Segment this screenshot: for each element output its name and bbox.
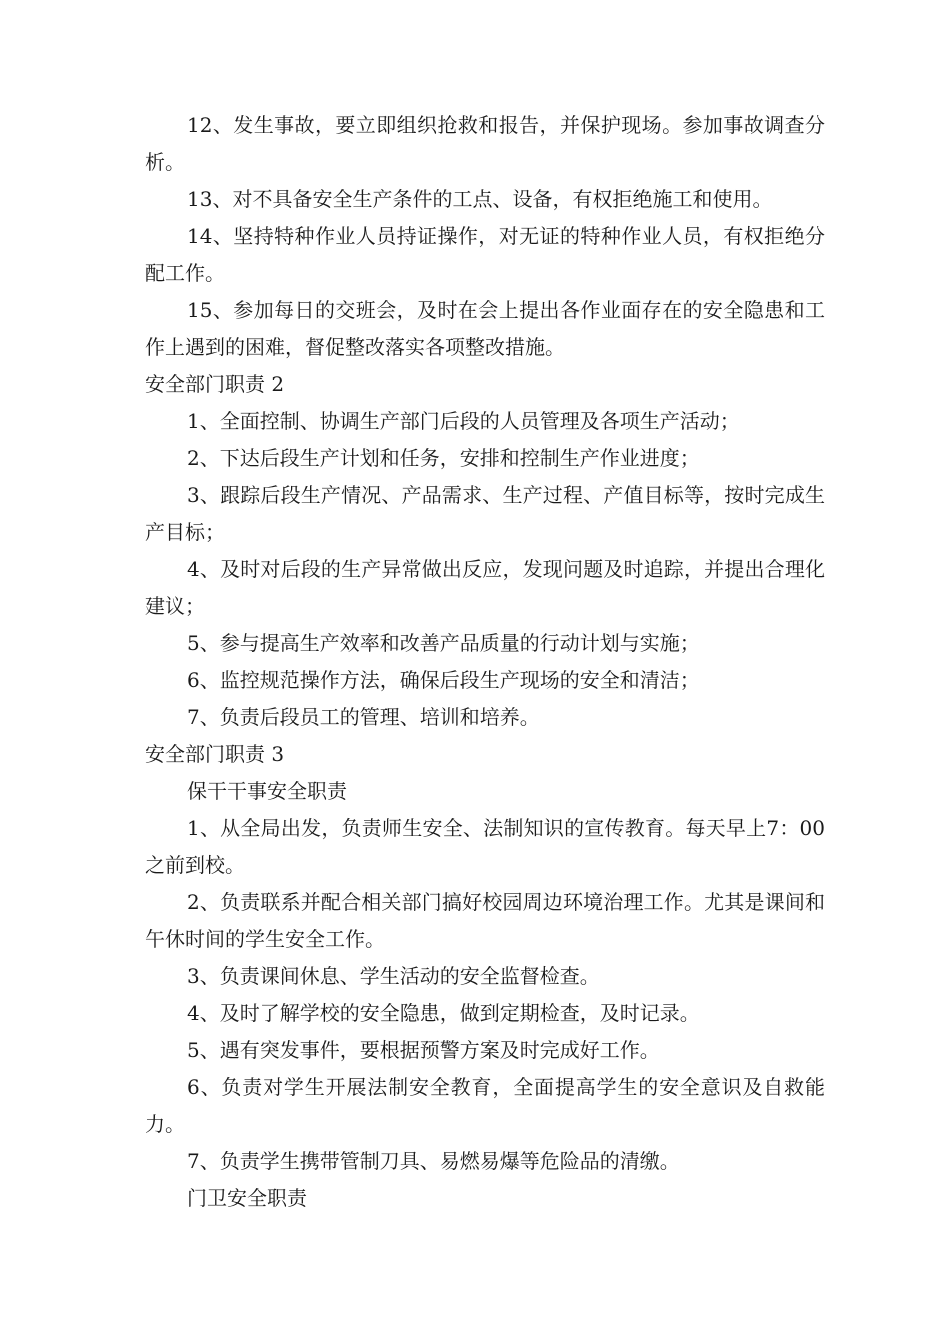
paragraph-item-7: 7、负责学生携带管制刀具、易燃易爆等危险品的清缴。 <box>187 1149 680 1173</box>
paragraph-item-6: 6、负责对学生开展法制安全教育，全面提高学生的安全意识及自救能力。 <box>145 1075 825 1136</box>
paragraph-item-7: 7、负责后段员工的管理、培训和培养。 <box>187 705 540 729</box>
section-heading-2: 安全部门职责 2 <box>145 372 285 396</box>
paragraph-item-15: 15、参加每日的交班会，及时在会上提出各作业面存在的安全隐患和工作上遇到的困难，督促整改落实各项整改措施。 <box>145 298 825 359</box>
paragraph-item-5: 5、参与提高生产效率和改善产品质量的行动计划与实施； <box>187 631 700 655</box>
paragraph-item-3: 3、负责课间休息、学生活动的安全监督检查。 <box>187 964 600 988</box>
paragraph-item-2: 2、下达后段生产计划和任务，安排和控制生产作业进度； <box>187 446 700 470</box>
paragraph-item-1: 1、全面控制、协调生产部门后段的人员管理及各项生产活动； <box>187 409 740 433</box>
subsection-heading-security-officer: 保干干事安全职责 <box>187 779 347 803</box>
paragraph-item-12: 12、发生事故，要立即组织抢救和报告，并保护现场。参加事故调查分析。 <box>145 113 825 174</box>
paragraph-item-2: 2、负责联系并配合相关部门搞好校园周边环境治理工作。尤其是课间和午休时间的学生安全工作。 <box>145 890 825 951</box>
subsection-heading-guard: 门卫安全职责 <box>187 1186 307 1210</box>
paragraph-item-14: 14、坚持特种作业人员持证操作，对无证的特种作业人员，有权拒绝分配工作。 <box>145 224 825 285</box>
paragraph-item-5: 5、遇有突发事件，要根据预警方案及时完成好工作。 <box>187 1038 660 1062</box>
document-page <box>145 107 825 1217</box>
paragraph-item-13: 13、对不具备安全生产条件的工点、设备，有权拒绝施工和使用。 <box>187 187 773 211</box>
paragraph-item-4: 4、及时了解学校的安全隐患，做到定期检查，及时记录。 <box>187 1001 700 1025</box>
paragraph-item-1: 1、从全局出发，负责师生安全、法制知识的宣传教育。每天早上7：00 之前到校。 <box>145 816 825 877</box>
paragraph-item-6: 6、监控规范操作方法，确保后段生产现场的安全和清洁； <box>187 668 700 692</box>
paragraph-item-3: 3、跟踪后段生产情况、产品需求、生产过程、产值目标等，按时完成生产目标； <box>145 483 825 544</box>
paragraph-item-4: 4、及时对后段的生产异常做出反应，发现问题及时追踪，并提出合理化建议； <box>145 557 825 618</box>
section-heading-3: 安全部门职责 3 <box>145 742 285 766</box>
